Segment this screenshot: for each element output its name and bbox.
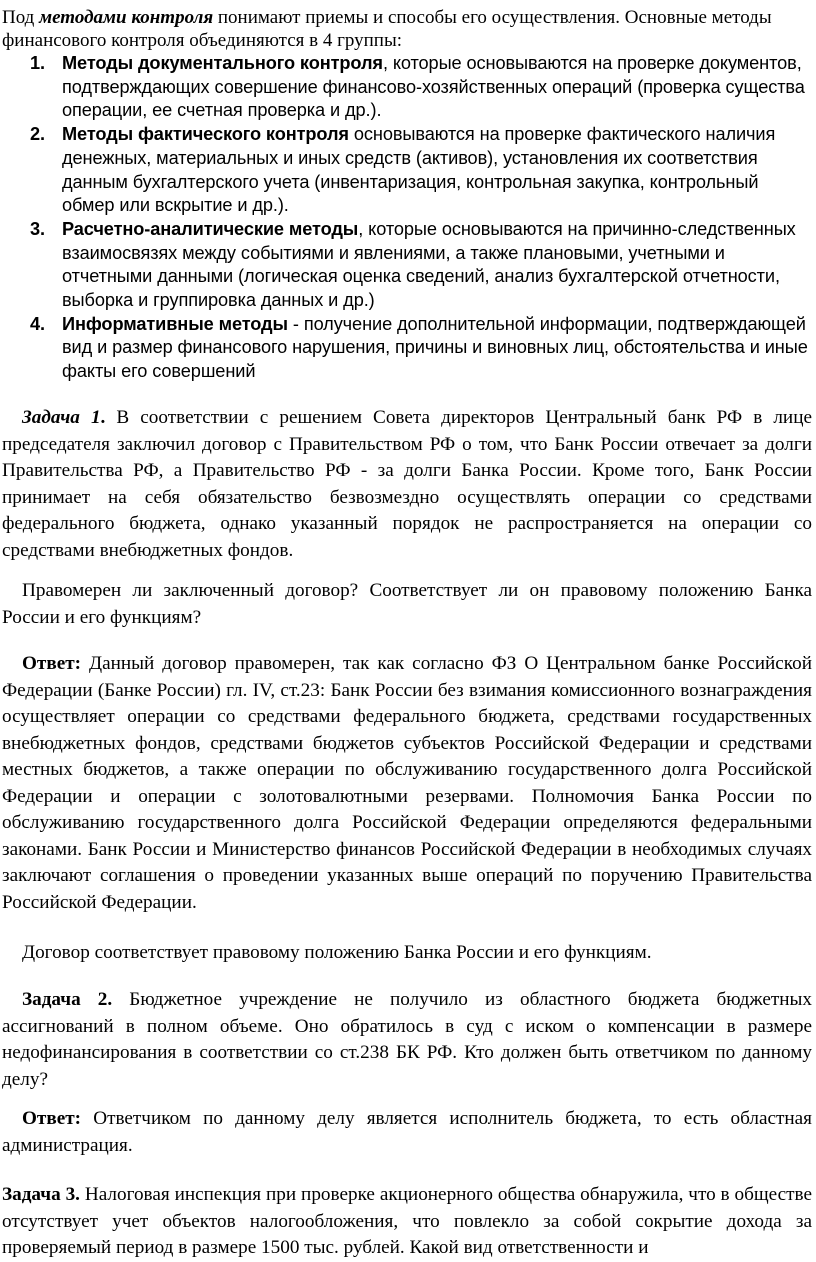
methods-list [2,52,810,384]
method-item-factual [2,123,810,218]
method-title: Расчетно-аналитические методы [62,218,359,239]
method-number: 2. [30,124,45,145]
task1-answer-label: Ответ: [22,653,82,674]
task1-text: В соответствии с решением Совета директоров Центральный банк РФ в лице председателя заключил договор с Правительством РФ о том, что Банк России отвечает за долги Правительства РФ, а Правительство РФ - за долги Банка России. Кроме того, Банк России принимает на себя обязательство безвозмездно осуществлять операции со средствами федерального бюджета, однако указанный порядок не распространяется на операции со средствами внебюджетных фондов. [2,407,812,561]
task2-answer-label: Ответ: [22,1108,82,1129]
method-text: основываются на проверке фактического наличия денежных, материальных и иных средств (активов), установления их соответствия данным бухгалтерского учета (инвентаризация, контрольная закупка, контрольный обмер или вскрытие и др.). [62,124,776,216]
method-number: 4. [30,313,45,334]
method-title: Информативные методы [62,313,288,334]
method-text: , которые основываются на проверке документов, подтверждающих совершение финансово-хозяйственных операций (проверка существа операции, ее счетная проверка и др.). [62,53,805,121]
intro-suffix: понимают приемы и способы его осуществления. Основные методы финансового контроля объединяются в 4 группы: [2,7,772,51]
task3-label: Задача 3. [2,1184,80,1205]
method-title: Методы фактического контроля [62,124,349,145]
intro-paragraph [2,6,810,52]
method-item-informative [2,313,810,384]
task3-text: Налоговая инспекция при проверке акционерного общества обнаружила, что в обществе отсутствует учет объектов налогообложения, что повлекло за собой сокрытие дохода за проверяемый период в размере 1500 тыс. рублей. Какой вид ответственности и [2,1184,813,1258]
method-item-documentary [2,52,810,123]
intro-emphasis: методами контроля [39,7,214,28]
task2-answer-paragraph [2,1106,812,1159]
task2-text: Бюджетное учреждение не получило из областного бюджета бюджетных ассигнований в полном объеме. Оно обратилось в суд с иском о компенсации в размере недофинансирования в соответствии со ст.238 БК РФ. Кто должен быть ответчиком по данному делу? [2,989,813,1090]
method-title: Методы документального контроля [62,53,383,73]
task2-answer-text: Ответчиком по данному делу является исполнитель бюджета, то есть областная администрация. [2,1108,812,1156]
task1-answer-paragraph [2,651,812,916]
method-text: - получение дополнительной информации, подтверждающей вид и размер финансового нарушения, причины и виновных лиц, обстоятельства и иные факты его совершений [62,313,808,382]
task1-paragraph [2,405,812,564]
intro-prefix: Под [2,7,40,28]
task1-dot: . [100,407,106,428]
task1-label: Задача 1 [22,407,101,428]
task1-answer-text: Данный договор правомерен, так как согласно ФЗ О Центральном банке Российской Федерации (Банке России) гл. IV, ст.23: Банк России без взимания комиссионного вознаграждения осуществляет операции со средствами федерального бюджета, средствами государственных внебюджетных фондов, средствами бюджетов субъектов Российской Федерации и средствами местных бюджетов, а также операции по обслуживанию государственного долга Российской Федерации и операции с золотовалютными резервами. Полномочия Банка России по обслуживанию государственного долга Российской Федерации определяются федеральными законами. Банк России и Министерство финансов Российской Федерации в необходимых случаях заключают соглашения о проведении указанных выше операций по поручению Правительства Российской Федерации. [2,653,812,913]
task3-paragraph [2,1182,812,1262]
task2-paragraph [2,987,812,1093]
task1-question: Правомерен ли заключенный договор? Соответствует ли он правовому положению Банка России и его функциям? [2,580,812,628]
task1-conclusion: Договор соответствует правовому положению Банка России и его функциям. [22,942,652,963]
method-text: , которые основываются на причинно-следственных взаимосвязях между событиями и явлениями, а также плановыми, учетными и отчетными данными (логическая оценка сведений, анализ бухгалтерской отчетности, выборка и группировка данных и др.) [62,218,796,311]
method-number: 3. [30,218,45,239]
method-number: 1. [30,53,45,73]
method-item-analytical [2,218,810,313]
task2-label: Задача 2. [22,989,113,1010]
